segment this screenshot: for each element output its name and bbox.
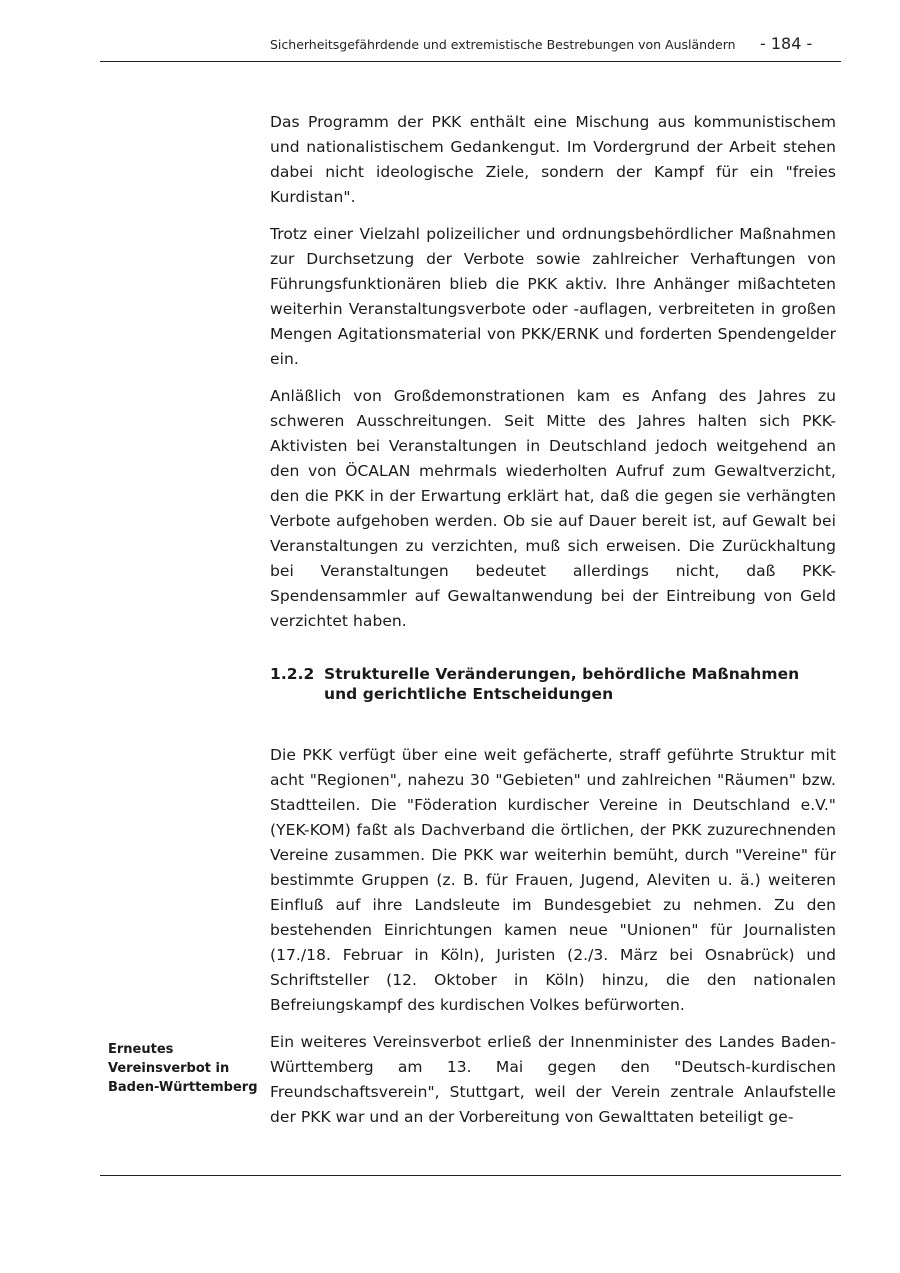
footer-rule: [100, 1175, 841, 1176]
margin-note: [108, 1040, 263, 1097]
margin-note-line: Erneutes: [108, 1042, 174, 1057]
header-rule: [100, 61, 841, 62]
section-title: Strukturelle Veränderungen, behördliche Maßnahmen und gerichtliche Entscheidungen: [324, 665, 800, 703]
paragraph: Das Programm der PKK enthält eine Mischung aus kommunistischem und nationalistischem Gedankengut. Im Vordergrund der Arbeit stehen dabei nicht ideologische Ziele, sondern der Kampf für ein "freies Kurdistan".: [270, 113, 836, 206]
body-text: [270, 110, 836, 1142]
paragraph: Ein weiteres Vereinsverbot erließ der Innenminister des Landes Baden-Württemberg am 13. Mai gegen den "Deutsch-kurdischen Freundschaftsverein", Stuttgart, weil der Verein zentrale Anlaufstelle der PKK war und an der Vorbereitung von Gewalttaten beteiligt ge-: [270, 1033, 836, 1126]
section-heading: [270, 664, 836, 704]
paragraph: Anläßlich von Großdemonstrationen kam es Anfang des Jahres zu schweren Ausschreitungen. Seit Mitte des Jahres halten sich PKK-Aktivisten bei Veranstaltungen in Deutschland jedoch weitgehend an den von ÖCALAN mehrmals wiederholten Aufruf zum Gewaltverzicht, den die PKK in der Erwartung erklärt hat, daß die gegen sie verhängten Verbote aufgehoben werden. Ob sie auf Dauer bereit ist, auf Gewalt bei Veranstaltungen zu verzichten, muß sich erweisen. Die Zurückhaltung bei Veranstaltungen bedeutet allerdings nicht, daß PKK-Spendensammler auf Gewaltanwendung bei der Eintreibung von Geld verzichtet haben.: [270, 387, 836, 630]
margin-note-line: Baden-Württemberg: [108, 1080, 258, 1095]
running-header-title: Sicherheitsgefährdende und extremistische Bestrebungen von Ausländern: [270, 37, 736, 52]
page-number: - 184 -: [760, 34, 813, 53]
margin-note-line: Vereinsverbot in: [108, 1061, 230, 1076]
paragraph: Die PKK verfügt über eine weit gefächerte, straff geführte Struktur mit acht "Regionen", nahezu 30 "Gebieten" und zahlreichen "Räumen" bzw. Stadtteilen. Die "Föderation kurdischer Vereine in Deutschland e.V." (YEK-KOM) faßt als Dachverband die örtlichen, der PKK zuzurechnenden Vereine zusammen. Die PKK war weiterhin bemüht, durch "Vereine" für bestimmte Gruppen (z. B. für Frauen, Jugend, Aleviten u. ä.) weiteren Einfluß auf ihre Landsleute im Bundesgebiet zu nehmen. Zu den bestehenden Einrichtungen kamen neue "Unionen" für Journalisten (17./18. Februar in Köln), Juristen (2./3. März bei Osnabrück) und Schriftsteller (12. Oktober in Köln) hinzu, die den nationalen Befreiungskampf des kurdischen Volkes befürworten.: [270, 746, 836, 1014]
paragraph: Trotz einer Vielzahl polizeilicher und ordnungsbehördlicher Maßnahmen zur Durchsetzung der Verbote sowie zahlreicher Verhaftungen von Führungsfunktionären blieb die PKK aktiv. Ihre Anhänger mißachteten weiterhin Veranstaltungsverbote oder -auflagen, verbreiteten in großen Mengen Agitationsmaterial von PKK/ERNK und forderten Spendengelder ein.: [270, 225, 836, 368]
section-number: 1.2.2: [270, 665, 315, 683]
